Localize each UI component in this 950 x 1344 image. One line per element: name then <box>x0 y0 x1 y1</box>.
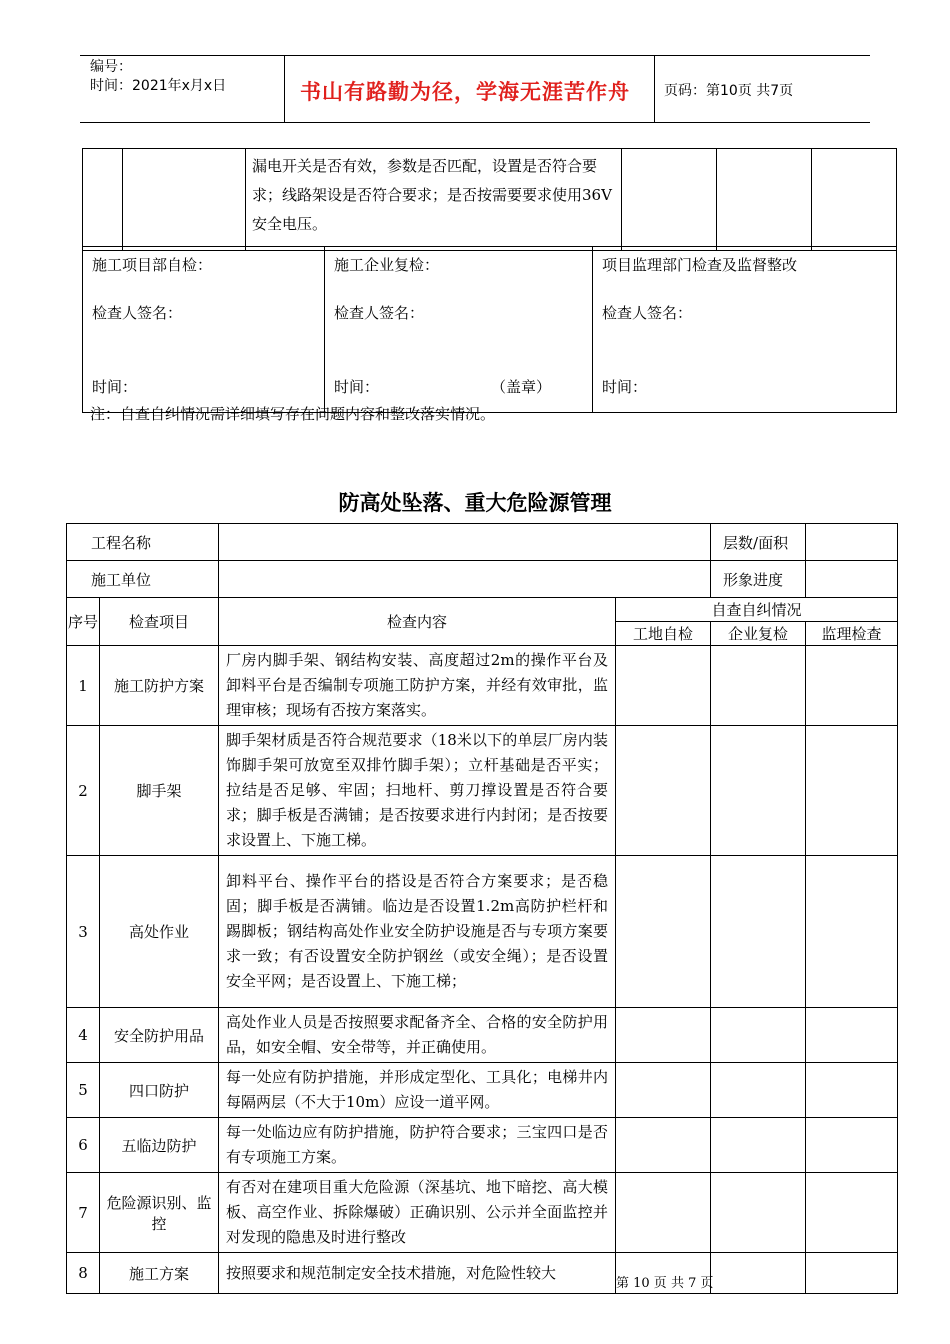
row-item: 脚手架 <box>100 726 219 856</box>
row-supervision <box>806 1008 898 1063</box>
row-site-check <box>616 1008 711 1063</box>
floors-area-value <box>806 524 898 561</box>
signoff-title: 施工项目部自检： <box>92 256 213 274</box>
table-cell <box>812 149 897 251</box>
row-item: 安全防护用品 <box>100 1008 219 1063</box>
signer-label: 检查人签名： <box>602 304 693 322</box>
self-check-group-header: 自查自纠情况 <box>616 598 898 622</box>
signoff-title: 项目监理部门检查及监督整改 <box>602 256 798 274</box>
table-row <box>67 1118 898 1173</box>
signer-label: 检查人签名： <box>334 304 425 322</box>
table-cell <box>83 149 123 251</box>
row-supervision <box>806 856 898 1008</box>
row-no: 4 <box>67 1008 100 1063</box>
col-item-header: 检查项目 <box>100 598 219 646</box>
table-cell <box>717 149 812 251</box>
row-site-check <box>616 1173 711 1253</box>
signoff-title: 施工企业复检： <box>334 256 440 274</box>
header-meta <box>90 58 226 96</box>
table-row <box>67 726 898 856</box>
row-company-recheck <box>711 1118 806 1173</box>
header-divider <box>654 55 655 123</box>
table-row <box>67 1173 898 1253</box>
table-cell <box>123 149 246 251</box>
row-content: 脚手架材质是否符合规范要求（18米以下的单层厂房内装饰脚手架可放宽至双排竹脚手架）；立杆基础是否平实；拉结是否足够、牢固；扫地杆、剪刀撑设置是否符合要求；脚手板是否满铺；是否按要求进行内封闭；是否按要求设置上、下施工梯。 <box>219 726 616 856</box>
table-row <box>67 1008 898 1063</box>
row-content: 按照要求和规范制定安全技术措施，对危险性较大 <box>219 1253 616 1294</box>
row-item: 四口防护 <box>100 1063 219 1118</box>
row-company-recheck <box>711 726 806 856</box>
row-no: 7 <box>67 1173 100 1253</box>
row-item: 施工防护方案 <box>100 646 219 726</box>
row-item: 五临边防护 <box>100 1118 219 1173</box>
row-no: 1 <box>67 646 100 726</box>
row-no: 5 <box>67 1063 100 1118</box>
row-site-check <box>616 856 711 1008</box>
col-content-header: 检查内容 <box>219 598 616 646</box>
header-page-number: 页码：第10页 共7页 <box>664 83 794 99</box>
col-site-check-header: 工地自检 <box>616 622 711 646</box>
row-company-recheck <box>711 1008 806 1063</box>
row-supervision <box>806 726 898 856</box>
row-no: 6 <box>67 1118 100 1173</box>
row-content: 卸料平台、操作平台的搭设是否符合方案要求；是否稳固；脚手板是否满铺。临边是否设置1.2m高防护栏杆和踢脚板；钢结构高处作业安全防护设施是否与专项方案要求一致；有否设置安全防护钢丝（或安全绳）；是否设置安全平网；是否设置上、下施工梯； <box>219 856 616 1008</box>
floors-area-label: 层数/面积 <box>711 524 806 561</box>
signoff-project-self-check <box>83 247 325 413</box>
row-company-recheck <box>711 1173 806 1253</box>
row-item: 危险源识别、监控 <box>100 1173 219 1253</box>
continuation-table <box>82 148 897 251</box>
header-motto: 书山有路勤为径，学海无涯苦作舟 <box>300 79 630 104</box>
progress-value <box>806 561 898 598</box>
row-supervision <box>806 1063 898 1118</box>
signer-label: 检查人签名： <box>92 304 183 322</box>
section-title: 防高处坠落、重大危险源管理 <box>338 490 612 515</box>
progress-label: 形象进度 <box>711 561 806 598</box>
row-no: 3 <box>67 856 100 1008</box>
project-name-label: 工程名称 <box>67 524 219 561</box>
row-content: 高处作业人员是否按照要求配备齐全、合格的安全防护用品，如安全帽、安全带等，并正确使用。 <box>219 1008 616 1063</box>
construction-unit-value <box>219 561 711 598</box>
seal-label: （盖章） <box>491 378 552 396</box>
row-item: 高处作业 <box>100 856 219 1008</box>
table-row <box>67 856 898 1008</box>
col-seq-header: 序号 <box>67 598 100 646</box>
page-footer: 第 10 页 共 7 页 <box>616 1276 714 1291</box>
row-content: 每一处临边应有防护措施，防护符合要求；三宝四口是否有专项施工方案。 <box>219 1118 616 1173</box>
signoff-company-recheck <box>325 247 593 413</box>
time-label: 时间： <box>602 378 648 396</box>
signoff-supervision <box>593 247 897 413</box>
row-content: 有否对在建项目重大危险源（深基坑、地下暗挖、高大模板、高空作业、拆除爆破）正确识别、公示并全面监控并对发现的隐患及时进行整改 <box>219 1173 616 1253</box>
table-row <box>67 1253 898 1294</box>
table-cell <box>622 149 717 251</box>
row-supervision <box>806 646 898 726</box>
row-supervision <box>806 1118 898 1173</box>
header-number: 编号： <box>90 59 132 75</box>
header-time: 时间：2021年x月x日 <box>90 78 227 94</box>
row-no: 2 <box>67 726 100 856</box>
signoff-table <box>82 246 897 413</box>
col-supervision-header: 监理检查 <box>806 622 898 646</box>
check-content: 漏电开关是否有效，参数是否匹配，设置是否符合要求；线路架设是否符合要求；是否按需要要求使用36V安全电压。 <box>246 149 622 251</box>
row-content: 每一处应有防护措施，并形成定型化、工具化；电梯井内每隔两层（不大于10m）应设一道平网。 <box>219 1063 616 1118</box>
time-label: 时间： <box>334 378 380 396</box>
row-no: 8 <box>67 1253 100 1294</box>
header-bottom-rule <box>80 122 870 123</box>
table-row <box>67 1063 898 1118</box>
row-item: 施工方案 <box>100 1253 219 1294</box>
construction-unit-label: 施工单位 <box>67 561 219 598</box>
row-site-check <box>616 726 711 856</box>
project-name-value <box>219 524 711 561</box>
row-company-recheck <box>711 646 806 726</box>
row-site-check <box>616 1118 711 1173</box>
row-company-recheck <box>711 1253 806 1294</box>
row-site-check <box>616 1063 711 1118</box>
row-supervision <box>806 1253 898 1294</box>
inspection-table <box>66 523 898 1294</box>
row-content: 厂房内脚手架、钢结构安装、高度超过2m的操作平台及卸料平台是否编制专项施工防护方案，并经有效审批，监理审核；现场有否按方案落实。 <box>219 646 616 726</box>
note-text: 注：自查自纠情况需详细填写存在问题内容和整改落实情况。 <box>90 405 496 423</box>
row-company-recheck <box>711 1063 806 1118</box>
row-site-check <box>616 646 711 726</box>
table-row <box>67 646 898 726</box>
header-top-rule <box>80 55 870 56</box>
time-label: 时间： <box>92 378 138 396</box>
row-company-recheck <box>711 856 806 1008</box>
header-divider <box>284 55 285 123</box>
row-supervision <box>806 1173 898 1253</box>
col-company-recheck-header: 企业复检 <box>711 622 806 646</box>
